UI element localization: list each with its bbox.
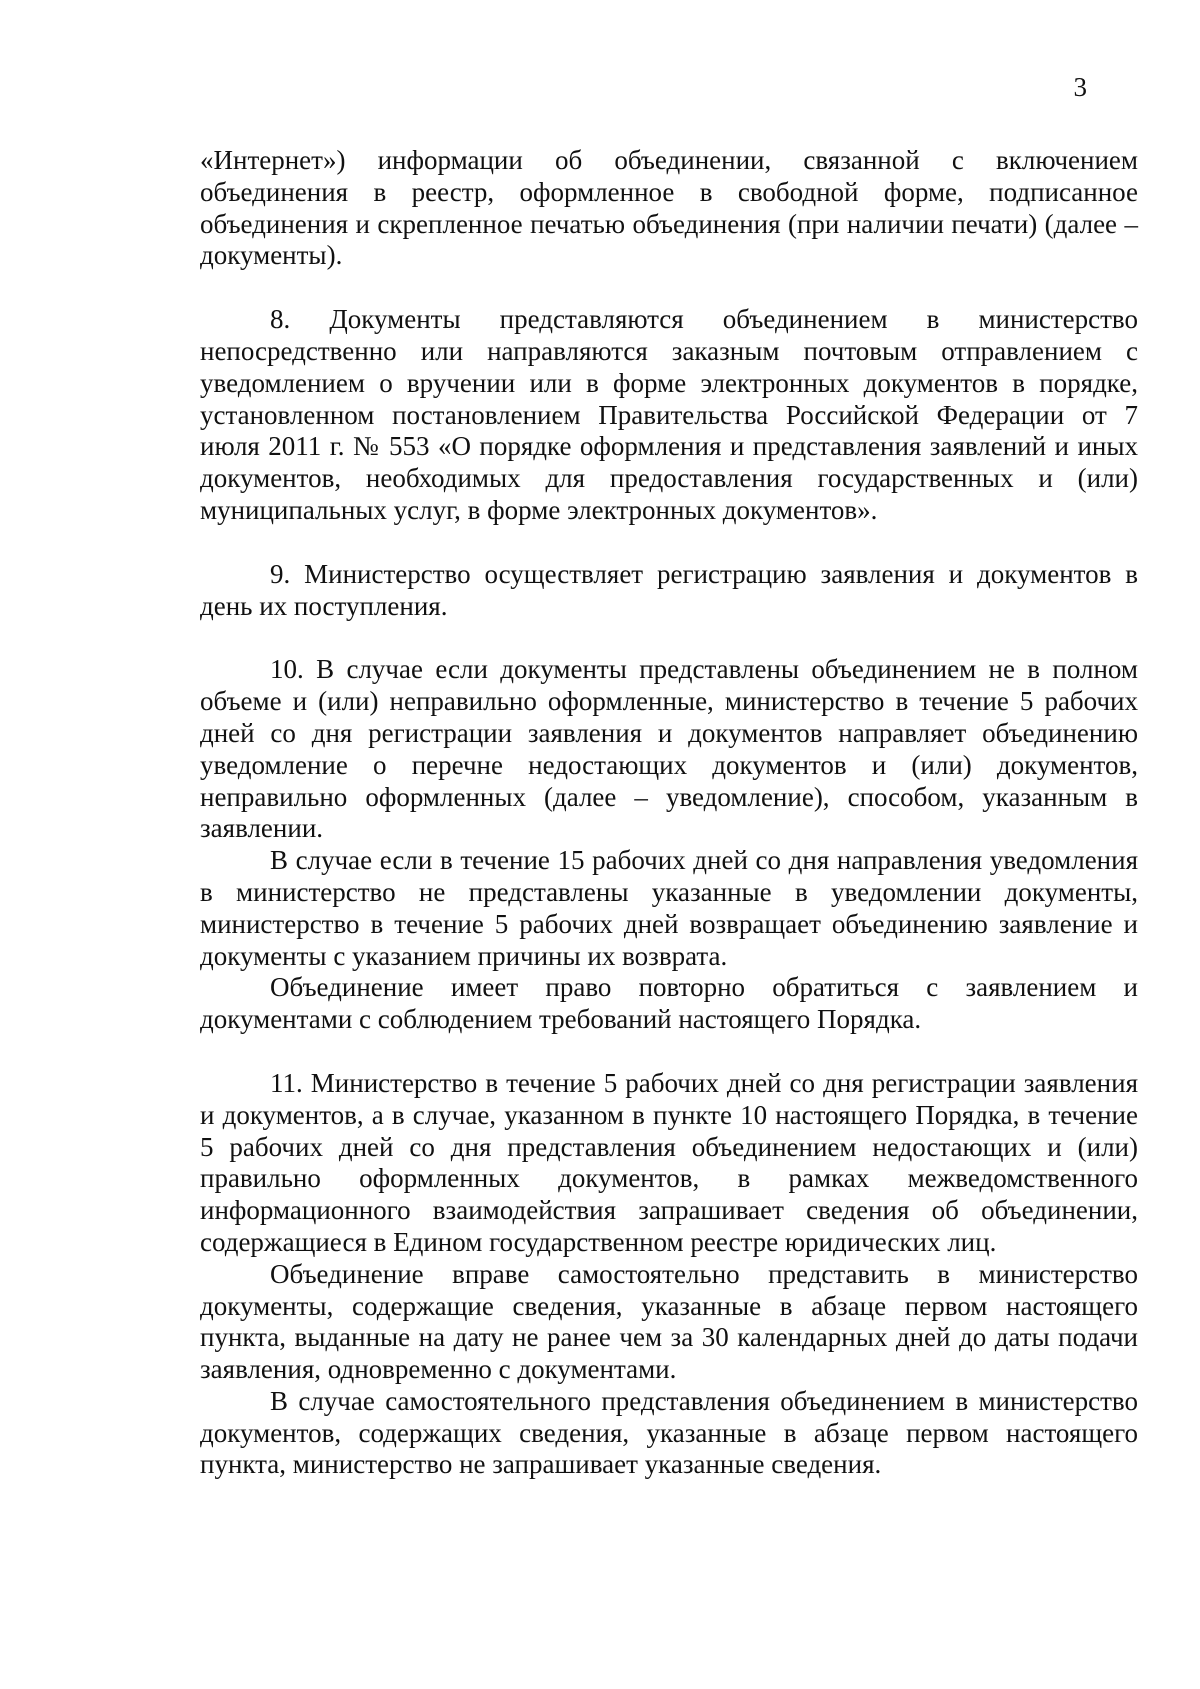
paragraph-continuation: «Интернет») информации об объединении, связанной с включением объединения в реестр, оформленное в свободной форме, подписанное объединения и скрепленное печатью объединения (при наличии печати) (далее – документы). — [200, 145, 1138, 271]
document-body — [200, 145, 1138, 1481]
paragraph-item-8: 8. Документы представляются объединением в министерство непосредственно или направляются заказным почтовым отправлением с уведомлением о вручении или в форме электронных документов в порядке, установленном постановлением Правительства Российской Федерации от 7 июля 2011 г. № 553 «О порядке оформления и представления заявлений и иных документов, необходимых для предоставления государственных и (или) муниципальных услуг, в форме электронных документов». — [200, 304, 1138, 525]
paragraph-item-10: 10. В случае если документы представлены объединением не в полном объеме и (или) неправильно оформленные, министерство в течение 5 рабочих дней со дня регистрации заявления и документов направляет объединению уведомление о перечне недостающих документов и (или) документов, неправильно оформленных (далее – уведомление), способом, указанным в заявлении. — [200, 654, 1138, 844]
paragraph-item-11-self-submit: Объединение вправе самостоятельно представить в министерство документы, содержащие сведения, указанные в абзаце первом настоящего пункта, выданные на дату не ранее чем за 30 календарных дней до даты подачи заявления, одновременно с документами. — [200, 1258, 1138, 1385]
page-number: 3 — [1073, 72, 1087, 102]
paragraph-item-9: 9. Министерство осуществляет регистрацию заявления и документов в день их поступления. — [200, 558, 1138, 621]
paragraph-item-11-no-request: В случае самостоятельного представления объединением в министерство документов, содержащих сведения, указанные в абзаце первом настоящего пункта, министерство не запрашивает указанные сведения. — [200, 1385, 1138, 1480]
paragraph-item-10-return: В случае если в течение 15 рабочих дней со дня направления уведомления в министерство не представлены указанные в уведомлении документы, министерство в течение 5 рабочих дней возвращает объединению заявление и документы с указанием причины их возврата. — [200, 845, 1138, 971]
paragraph-item-11: 11. Министерство в течение 5 рабочих дней со дня регистрации заявления и документов, а в случае, указанном в пункте 10 настоящего Порядка, в течение 5 рабочих дней со дня представления объединением недостающих и (или) правильно оформленных документов, в рамках межведомственного информационного взаимодействия запрашивает сведения об объединении, содержащиеся в Едином государственном реестре юридических лиц. — [200, 1067, 1138, 1257]
paragraph-item-10-reapply: Объединение имеет право повторно обратиться с заявлением и документами с соблюдением требований настоящего Порядка. — [200, 972, 1138, 1035]
